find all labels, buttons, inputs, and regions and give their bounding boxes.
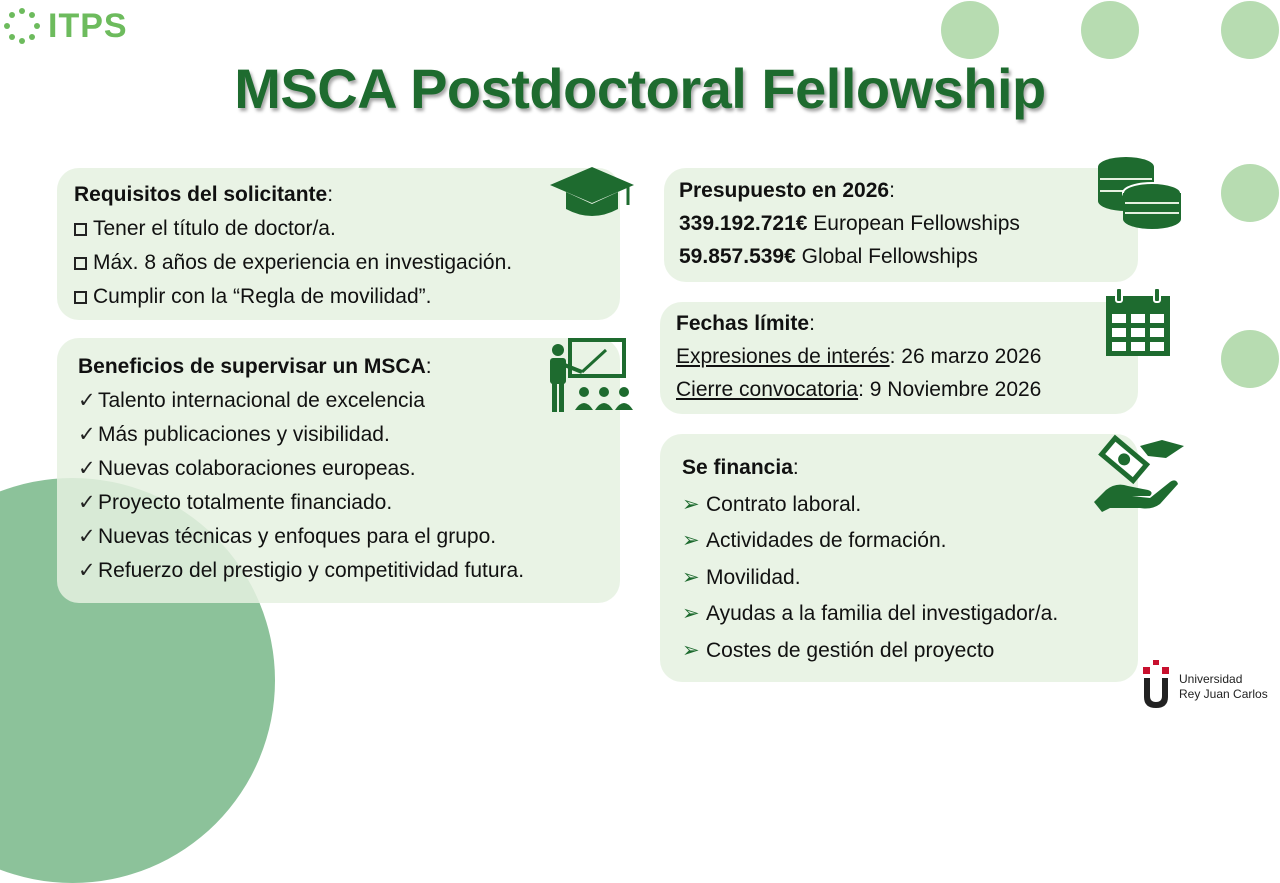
deadline-line: Cierre convocatoria: 9 Noviembre 2026 bbox=[676, 378, 1042, 401]
financia-heading: Se financia bbox=[682, 456, 793, 479]
list-item: ✓ Nuevas colaboraciones europeas. bbox=[78, 457, 416, 480]
list-item: ✓ Proyecto totalmente financiado. bbox=[78, 491, 393, 514]
list-item: Tener el título de doctor/a. bbox=[74, 212, 620, 246]
urjc-u-icon bbox=[1141, 660, 1171, 710]
logo-text: ITPS bbox=[48, 7, 128, 45]
beneficios-box: Beneficios de supervisar un MSCA: ✓ Talento internacional de excelencia ✓ Más publicaciones y visibilidad. ✓ Nuevas colaboraciones europeas. ✓ Proyecto totalmente financiado. ✓ Nuevas técnicas y enfoques para el grupo. ✓ Refuerzo del prestigio y competitividad futura. bbox=[57, 338, 620, 603]
decor-circle bbox=[1081, 1, 1139, 59]
list-item: ➢ Contrato laboral. bbox=[682, 492, 862, 516]
money-hand-icon bbox=[1092, 432, 1186, 512]
list-item: ✓ Talento internacional de excelencia bbox=[78, 389, 425, 412]
list-item: ➢ Ayudas a la familia del investigador/a. bbox=[682, 602, 1059, 625]
fechas-heading: Fechas límite bbox=[676, 312, 810, 335]
list-item: ➢ Movilidad. bbox=[682, 565, 801, 589]
list-item: Máx. 8 años de experiencia en investigación. bbox=[74, 246, 620, 280]
deadline-line: Expresiones de interés: 26 marzo 2026 bbox=[676, 345, 1042, 368]
list-item: ➢ Costes de gestión del proyecto bbox=[682, 638, 995, 662]
presupuesto-box: Presupuesto en 2026: 339.192.721€ European Fellowships 59.857.539€ Global Fellowships bbox=[664, 168, 1138, 282]
university-name-line1: Universidad bbox=[1179, 672, 1243, 686]
requisitos-box: Requisitos del solicitante: Tener el título de doctor/a. Máx. 8 años de experiencia en investigación. Cumplir con la “Regla de movilidad”. bbox=[57, 168, 620, 320]
graduation-cap-icon bbox=[548, 165, 636, 219]
page-title: MSCA Postdoctoral Fellowship bbox=[234, 57, 1046, 120]
fechas-box: Fechas límite: Expresiones de interés: 26 marzo 2026 Cierre convocatoria: 9 Noviembre 2026 bbox=[660, 302, 1138, 414]
budget-line: 59.857.539€ Global Fellowships bbox=[679, 245, 978, 268]
decor-circle bbox=[941, 1, 999, 59]
calendar-icon bbox=[1104, 288, 1172, 358]
list-item: Cumplir con la “Regla de movilidad”. bbox=[74, 280, 620, 314]
university-logo bbox=[1141, 660, 1268, 710]
financia-box: Se financia: ➢ Contrato laboral. ➢ Actividades de formación. ➢ Movilidad. ➢ Ayudas a la familia del investigador/a. ➢ Costes de gestión del proyecto bbox=[660, 434, 1138, 682]
presupuesto-heading: Presupuesto en 2026 bbox=[679, 179, 890, 202]
coins-icon bbox=[1096, 155, 1184, 231]
list-item: ✓ Más publicaciones y visibilidad. bbox=[78, 423, 390, 446]
decor-circle bbox=[1221, 1, 1279, 59]
university-name-line2: Rey Juan Carlos bbox=[1179, 687, 1268, 701]
list-item: ➢ Actividades de formación. bbox=[682, 529, 947, 552]
requisitos-heading: Requisitos del solicitante bbox=[74, 183, 328, 206]
beneficios-heading: Beneficios de supervisar un MSCA bbox=[78, 355, 426, 378]
logo-ring-icon bbox=[4, 8, 40, 44]
budget-line: 339.192.721€ European Fellowships bbox=[679, 212, 1020, 235]
decor-circle bbox=[1221, 164, 1279, 222]
list-item: ✓ Nuevas técnicas y enfoques para el grupo. bbox=[78, 525, 497, 548]
itps-logo bbox=[4, 8, 128, 44]
list-item: ✓ Refuerzo del prestigio y competitividad futura. bbox=[78, 559, 525, 582]
decor-circle bbox=[1221, 330, 1279, 388]
teacher-board-icon bbox=[548, 336, 636, 414]
